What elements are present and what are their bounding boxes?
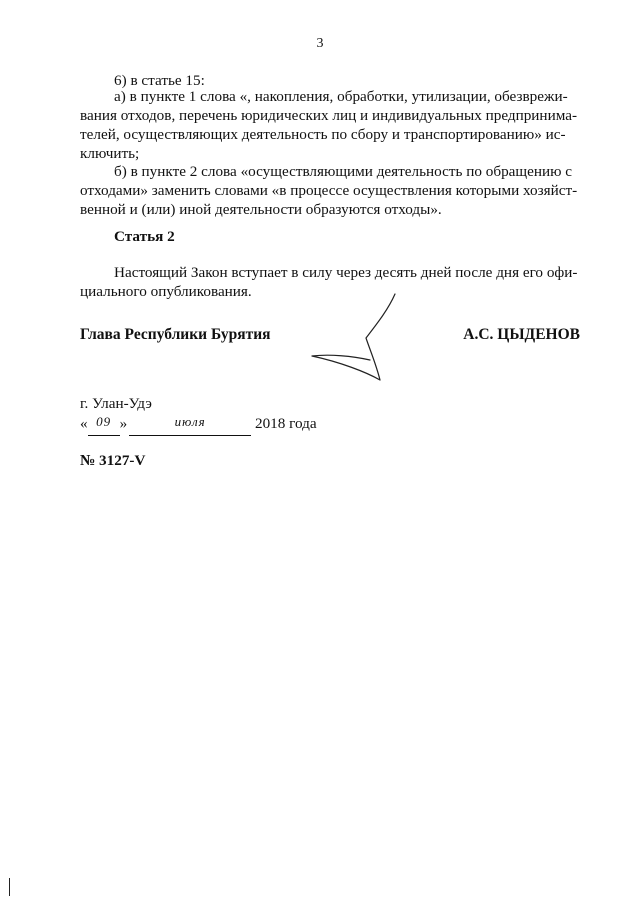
article-line: Настоящий Закон вступает в силу через десять дней после дня его офи- xyxy=(114,264,578,281)
body-line: вания отходов, перечень юридических лиц и индивидуальных предпринима- xyxy=(80,107,577,124)
body-line: а) в пункте 1 слова «, накопления, обработки, утилизации, обезврежи- xyxy=(114,88,568,105)
page-number: 3 xyxy=(316,36,324,51)
article-line: циального опубликования. xyxy=(80,283,252,300)
date-month-field xyxy=(129,413,251,436)
body-line: б) в пункте 2 слова «осуществляющими деятельность по обращению с xyxy=(114,163,572,180)
body-line: ключить; xyxy=(80,145,140,162)
place: г. Улан-Удэ xyxy=(80,395,152,412)
signatory-name: А.С. ЦЫДЕНОВ xyxy=(463,326,580,343)
date-month: июля xyxy=(174,414,206,429)
date-year: 2018 года xyxy=(254,415,317,432)
date-day-field xyxy=(88,413,120,436)
margin-mark xyxy=(9,878,10,896)
date-day: 09 xyxy=(96,414,112,429)
body-line: венной и (или) иной деятельности образуются отходы». xyxy=(80,201,442,218)
signatory-title: Глава Республики Бурятия xyxy=(80,326,271,343)
date-open-quote: « xyxy=(80,415,88,432)
signing-date xyxy=(80,413,317,435)
date-close-quote: » xyxy=(119,415,128,432)
article-heading: Статья 2 xyxy=(114,228,175,245)
body-line: телей, осуществляющих деятельность по сбору и транспортированию» ис- xyxy=(80,126,566,143)
handwritten-signature xyxy=(300,290,410,390)
law-number: № 3127-V xyxy=(80,452,146,469)
body-line: 6) в статье 15: xyxy=(114,72,205,89)
body-line: отходами» заменить словами «в процессе осуществления которыми хозяйст- xyxy=(80,182,578,199)
